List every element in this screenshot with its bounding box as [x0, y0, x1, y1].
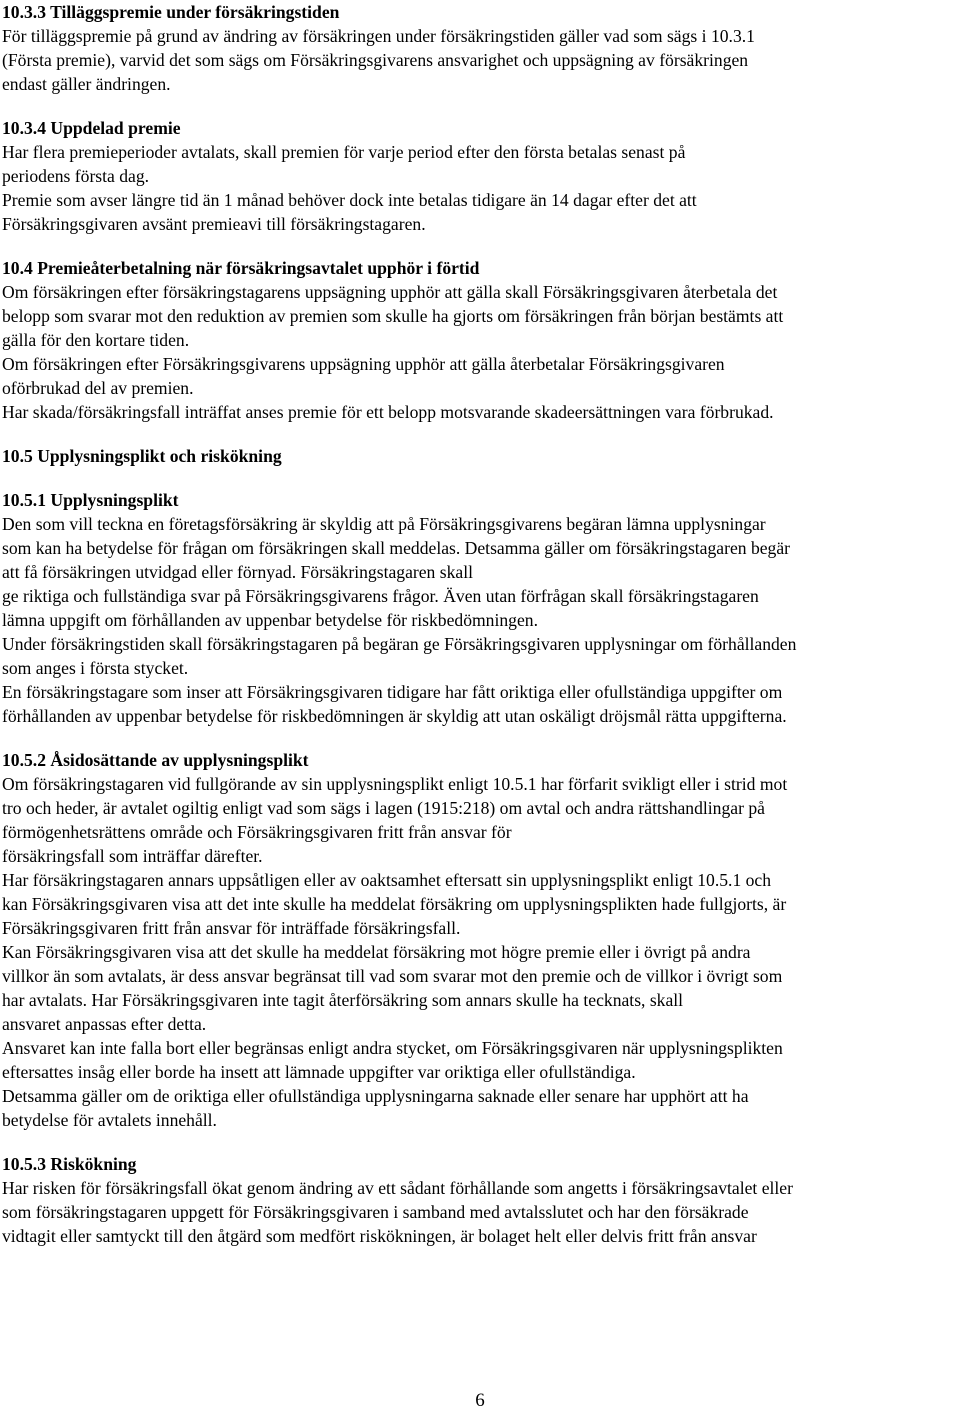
section-heading: 10.5.1 Upplysningsplikt — [2, 490, 179, 510]
paragraph: Har risken för försäkringsfall ökat genom ändring av ett sådant förhållande som angetts i försäkringsavtalet eller som försäkringstagaren uppgett för Försäkringsgivaren i samband med avtalsslutet och har den försäkrade vidtagit eller samtyckt till den åtgärd som medfört riskökningen, är bolaget helt eller delvis fritt från ansvar — [2, 1178, 793, 1246]
page-number: 6 — [475, 1390, 485, 1411]
paragraph: Premie som avser längre tid än 1 månad behöver dock inte betalas tidigare än 14 dagar efter det att Försäkringsgivaren avsänt premieavi till försäkringstagaren. — [2, 190, 697, 234]
paragraph: Om försäkringen efter Försäkringsgivarens uppsägning upphör att gälla återbetalar Försäkringsgivaren oförbrukad del av premien. — [2, 354, 725, 398]
paragraph: Har flera premieperioder avtalats, skall premien för varje period efter den första betalas senast på periodens första dag. — [2, 142, 686, 186]
section-10-3-3 — [2, 0, 960, 96]
section-10-4 — [2, 256, 960, 424]
paragraph: Har försäkringstagaren annars uppsåtligen eller av oaktsamhet eftersatt sin upplysningsplikt enligt 10.5.1 och kan Försäkringsgivaren visa att det inte skulle ha meddelat försäkring om upplysningsplikten hade fullgjorts, är Försäkringsgivaren fritt från ansvar för inträffade försäkringsfall. — [2, 870, 787, 938]
paragraph: Ansvaret kan inte falla bort eller begränsas enligt andra stycket, om Försäkringsgivaren när upplysningsplikten eftersattes insåg eller borde ha insett att lämnade uppgifter var oriktiga eller ofullständiga. — [2, 1038, 783, 1082]
paragraph: Kan Försäkringsgivaren visa att det skulle ha meddelat försäkring mot högre premie eller i övrigt på andra villkor än som avtalats, är dess ansvar begränsat till vad som svarar mot den premie och de villkor i övrigt som har avtalats. Har Försäkringsgivaren inte tagit återförsäkring som annars skulle ha tecknats, skall ansvaret anpassas efter detta. — [2, 942, 783, 1034]
section-heading: 10.3.3 Tilläggspremie under försäkringstiden — [2, 2, 340, 22]
section-heading: 10.5.2 Åsidosättande av upplysningsplikt — [2, 750, 309, 770]
section-10-5-1 — [2, 488, 960, 728]
section-10-3-4 — [2, 116, 960, 236]
paragraph: Den som vill teckna en företagsförsäkring är skyldig att på Försäkringsgivarens begäran lämna upplysningar som kan ha betydelse för frågan om försäkringen skall meddelas. Detsamma gäller om försäkringstagaren begär att få försäkringen utvidgad eller förnyad. Försäkringstagaren skall ge riktiga och fullständiga svar på Försäkringsgivarens frågor. Även utan förfrågan skall försäkringstagaren lämna uppgift om förhållanden av uppenbar betydelse för riskbedömningen. — [2, 514, 791, 630]
section-heading: 10.4 Premieåterbetalning när försäkringsavtalet upphör i förtid — [2, 258, 480, 278]
section-10-5 — [2, 444, 960, 468]
paragraph: En försäkringstagare som inser att Försäkringsgivaren tidigare har fått oriktiga eller ofullständiga uppgifter om förhållanden av uppenbar betydelse för riskbedömningen är skyldig att utan oskäligt dröjsmål rätta uppgifterna. — [2, 682, 787, 726]
paragraph: Under försäkringstiden skall försäkringstagaren på begäran ge Försäkringsgivaren upplysningar om förhållanden som anges i första stycket. — [2, 634, 797, 678]
section-10-5-2 — [2, 748, 960, 1132]
section-heading: 10.3.4 Uppdelad premie — [2, 118, 181, 138]
section-heading: 10.5.3 Riskökning — [2, 1154, 137, 1174]
paragraph: Har skada/försäkringsfall inträffat anses premie för ett belopp motsvarande skadeersättningen vara förbrukad. — [2, 402, 774, 422]
section-heading: 10.5 Upplysningsplikt och riskökning — [2, 446, 282, 466]
paragraph: Om försäkringstagaren vid fullgörande av sin upplysningsplikt enligt 10.5.1 har förfarit svikligt eller i strid mot tro och heder, är avtalet ogiltig enligt vad som sägs i lagen (1915:218) om avtal och andra rättshandlingar på förmögenhetsrättens område och Försäkringsgivaren fritt från ansvar för försäkringsfall som inträffar därefter. — [2, 774, 788, 866]
section-10-5-3 — [2, 1152, 960, 1248]
paragraph: Detsamma gäller om de oriktiga eller ofullständiga upplysningarna saknade eller senare har upphört att ha betydelse för avtalets innehåll. — [2, 1086, 749, 1130]
paragraph: Om försäkringen efter försäkringstagarens uppsägning upphör att gälla skall Försäkringsgivaren återbetala det belopp som svarar mot den reduktion av premien som skulle ha gjorts om försäkringen från början bestämts att gälla för den kortare tiden. — [2, 282, 784, 350]
paragraph: För tilläggspremie på grund av ändring av försäkringen under försäkringstiden gäller vad som sägs i 10.3.1 (Första premie), varvid det som sägs om Försäkringsgivarens ansvarighet och uppsägning av försäkringen endast gäller ändringen. — [2, 26, 755, 94]
